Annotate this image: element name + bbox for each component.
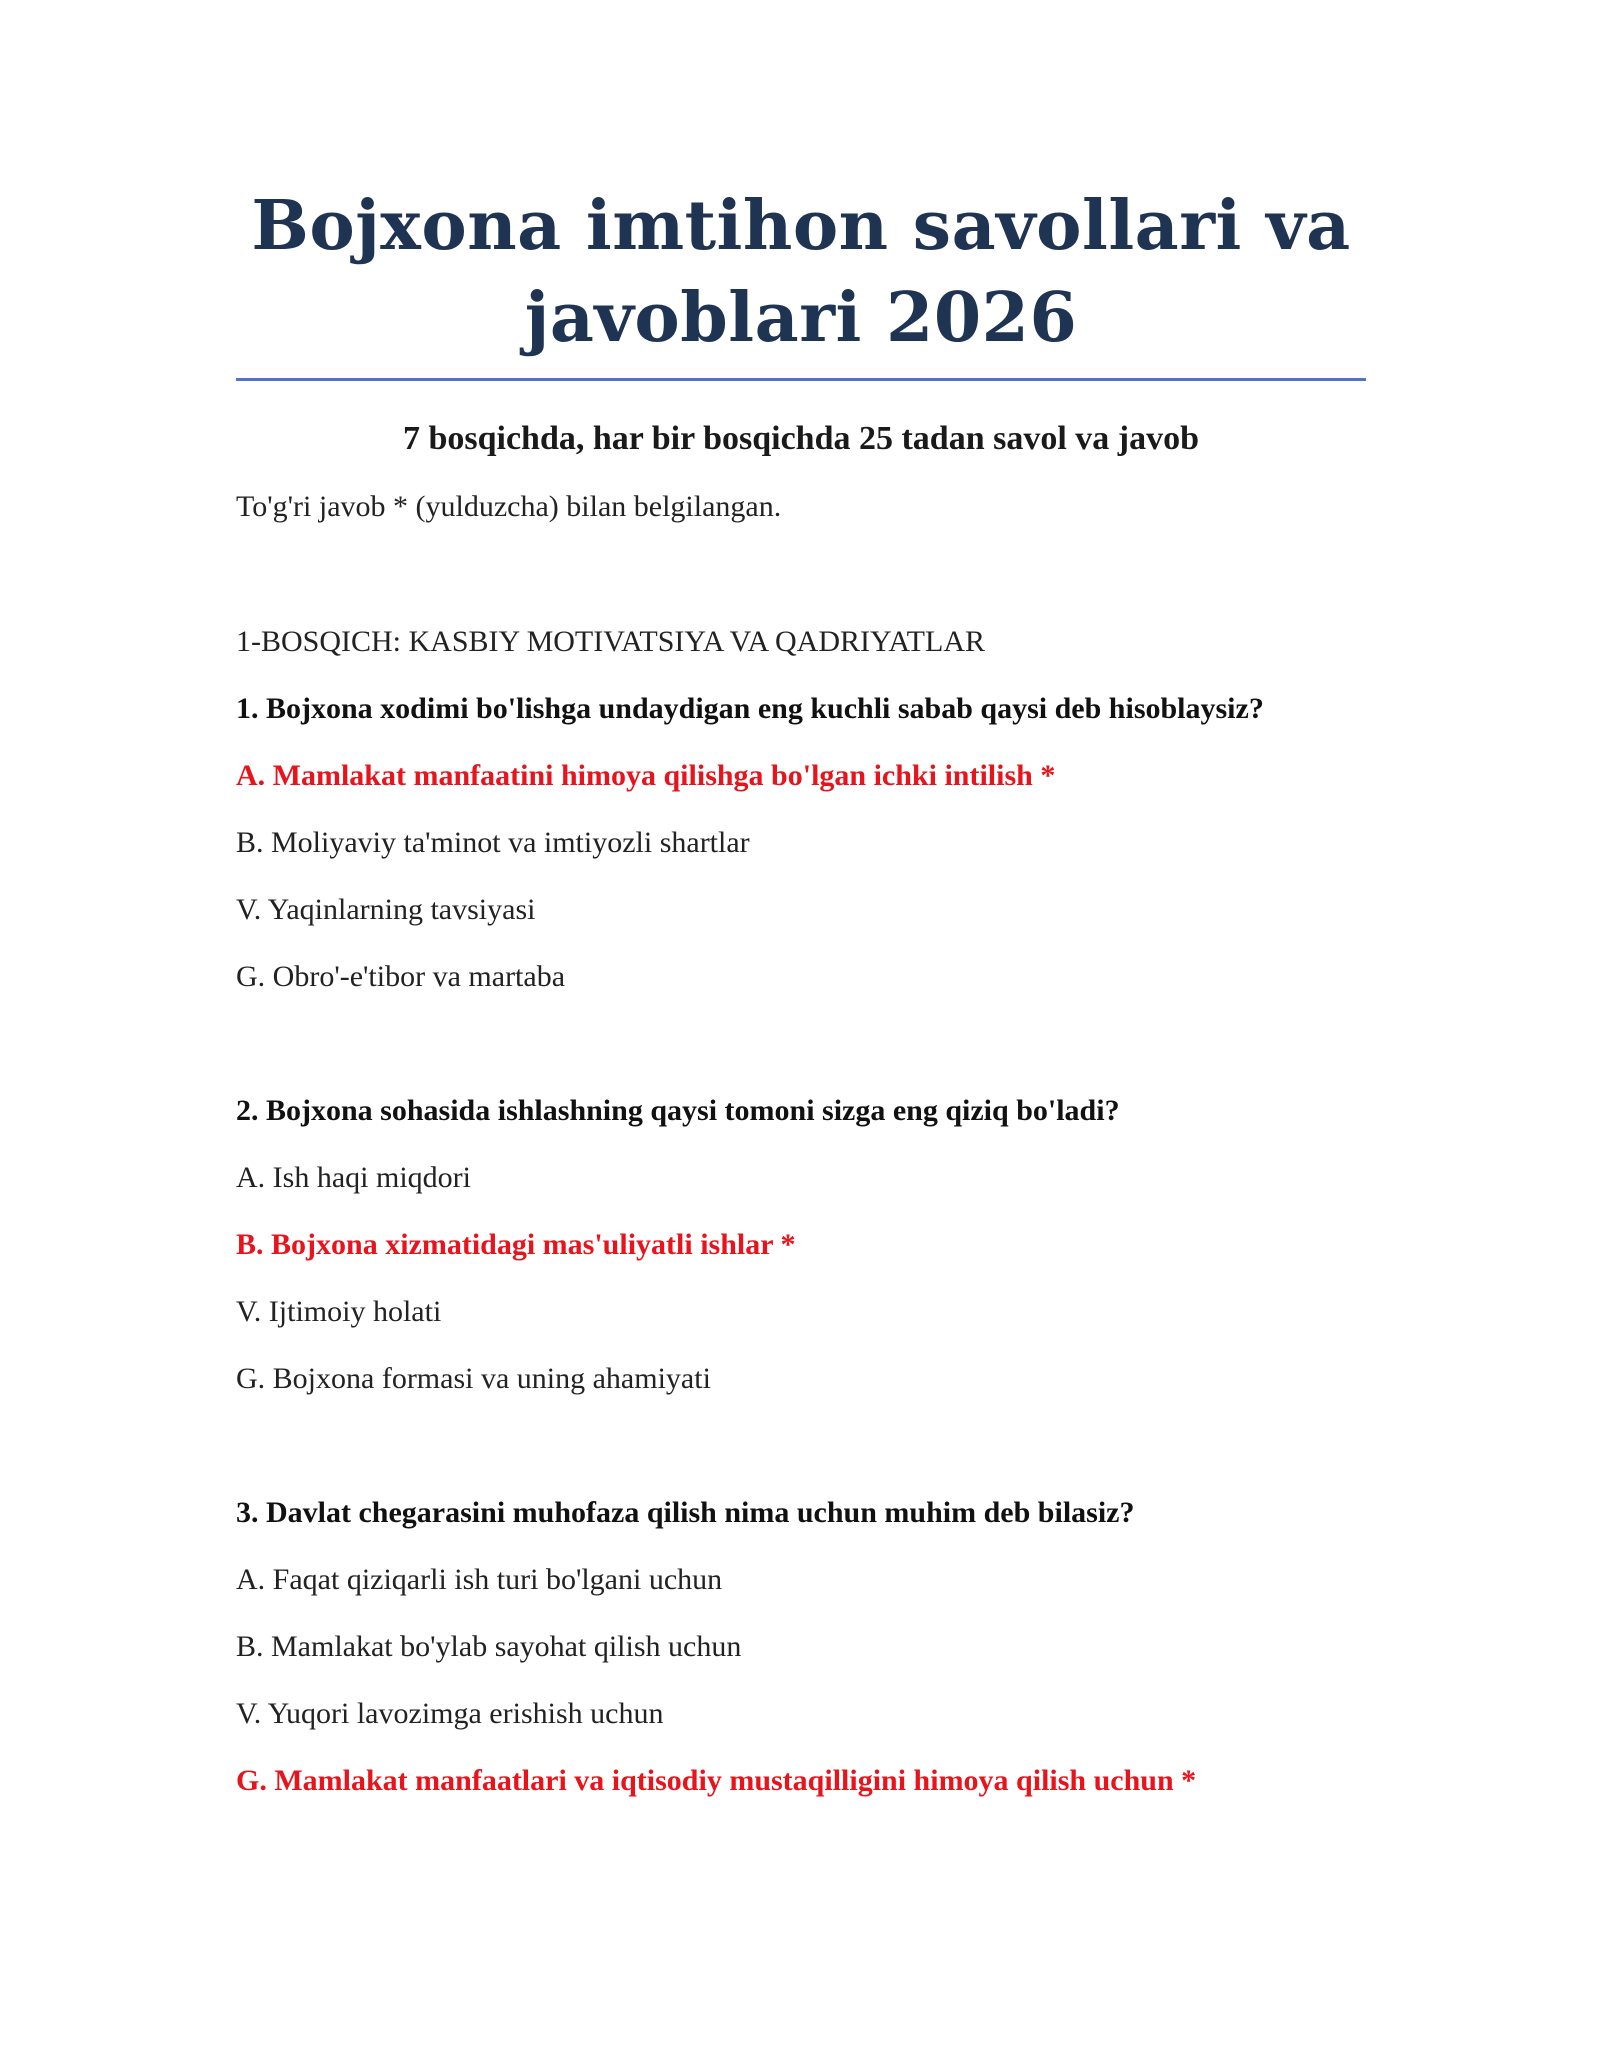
answer-option-a: A. Faqat qiziqarli ish turi bo'lgani uchun — [236, 1563, 723, 1596]
answer-option-v: V. Ijtimoiy holati — [236, 1295, 442, 1328]
document-subtitle: 7 bosqichda, har bir bosqichda 25 tadan savol va javob — [402, 420, 1200, 457]
question-text: 2. Bojxona sohasida ishlashning qaysi tomoni sizga eng qiziq bo'ladi? — [236, 1094, 1120, 1127]
answer-option-b: B. Moliyaviy ta'minot va imtiyozli shartlar — [236, 826, 750, 859]
answer-key-note: To'g'ri javob * (yulduzcha) bilan belgilangan. — [236, 490, 782, 523]
question-block-1 — [236, 691, 1366, 995]
document-title: Bojxona imtihon savollari va javoblari 2026 — [251, 186, 1351, 358]
answer-option-a-correct: A. Mamlakat manfaatini himoya qilishga bo'lgan ichki intilish * — [236, 759, 1056, 792]
question-block-2 — [236, 1093, 1366, 1397]
answer-option-g-correct: G. Mamlakat manfaatlari va iqtisodiy mustaqilligini himoya qilish uchun * — [236, 1764, 1197, 1797]
question-block-3 — [236, 1495, 1366, 1799]
answer-option-v: V. Yuqori lavozimga erishish uchun — [236, 1697, 664, 1730]
answer-option-b: B. Mamlakat bo'ylab sayohat qilish uchun — [236, 1630, 742, 1663]
page-content — [236, 180, 1366, 1799]
answer-option-g: G. Bojxona formasi va uning ahamiyati — [236, 1362, 711, 1395]
title-divider — [236, 378, 1366, 381]
answer-option-a: A. Ish haqi miqdori — [236, 1161, 471, 1194]
answer-option-g: G. Obro'-e'tibor va martaba — [236, 960, 566, 993]
answer-option-b-correct: B. Bojxona xizmatidagi mas'uliyatli ishlar * — [236, 1228, 796, 1261]
answer-option-v: V. Yaqinlarning tavsiyasi — [236, 893, 536, 926]
question-text: 3. Davlat chegarasini muhofaza qilish nima uchun muhim deb bilasiz? — [236, 1496, 1135, 1529]
question-text: 1. Bojxona xodimi bo'lishga undaydigan eng kuchli sabab qaysi deb hisoblaysiz? — [236, 692, 1264, 725]
section-heading: 1-BOSQICH: KASBIY MOTIVATSIYA VA QADRIYATLAR — [236, 625, 985, 658]
